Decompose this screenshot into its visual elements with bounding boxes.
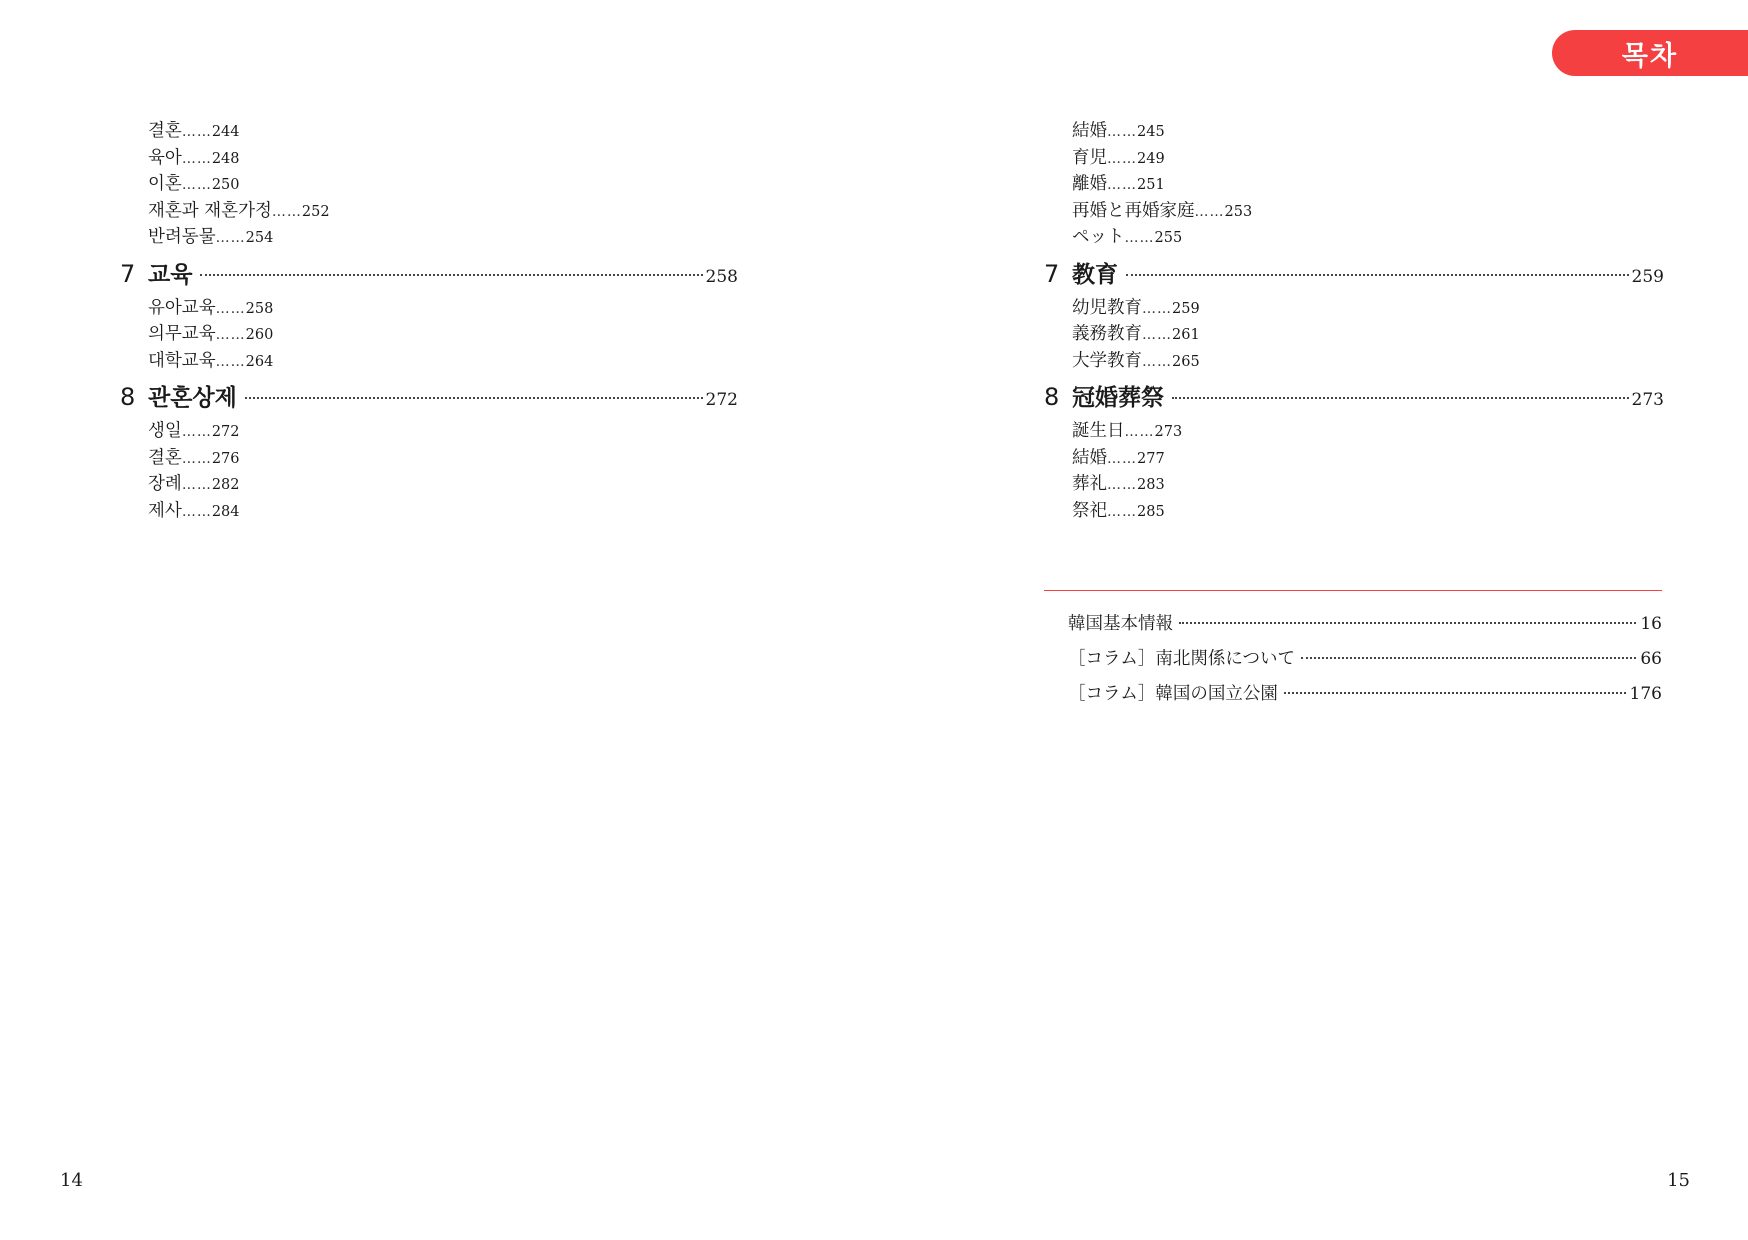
page-number-left: 14 bbox=[60, 1170, 83, 1191]
toc-sub-item-label: 유아교육 bbox=[148, 297, 216, 318]
toc-sub-item[interactable] bbox=[1044, 471, 1664, 498]
toc-sub-item[interactable] bbox=[120, 198, 738, 225]
toc-sub-item[interactable] bbox=[120, 321, 738, 348]
toc-sub-item-page: 252 bbox=[301, 203, 330, 220]
chapter-number: 7 bbox=[120, 259, 136, 288]
toc-sub-item-label: 離婚 bbox=[1072, 174, 1107, 194]
appendix-item-title: ［コラム］韓国の国立公園 bbox=[1068, 684, 1278, 704]
toc-sub-item-label: 育児 bbox=[1072, 147, 1107, 168]
dot-leader: …… bbox=[181, 124, 212, 140]
appendix-item[interactable] bbox=[1068, 677, 1662, 712]
toc-sub-item-page: 253 bbox=[1224, 203, 1253, 220]
toc-sub-item-label: 大学教育 bbox=[1072, 350, 1142, 371]
dot-leader: …… bbox=[1107, 150, 1137, 167]
dot-leader: …… bbox=[1142, 327, 1172, 343]
toc-chapter-8[interactable] bbox=[120, 376, 738, 418]
toc-sub-item-label: 결혼 bbox=[148, 121, 182, 141]
chapter-title: 冠婚葬祭 bbox=[1072, 385, 1164, 411]
appendix-item-page: 16 bbox=[1640, 614, 1662, 634]
toc-japanese bbox=[1044, 118, 1664, 524]
right-page bbox=[874, 0, 1748, 1240]
dot-leader: …… bbox=[1107, 177, 1137, 193]
dot-leader: …… bbox=[215, 353, 246, 370]
toc-sub-item-page: 255 bbox=[1154, 230, 1183, 246]
dot-leader: …… bbox=[181, 450, 212, 467]
toc-sub-item-page: 264 bbox=[245, 353, 274, 370]
dot-leader: …… bbox=[181, 150, 212, 167]
toc-sub-item[interactable] bbox=[1044, 224, 1664, 251]
toc-sub-item[interactable] bbox=[1044, 445, 1664, 472]
chapter-number: 8 bbox=[120, 383, 136, 411]
toc-chapter-7[interactable] bbox=[120, 253, 738, 295]
toc-sub-item-page: 260 bbox=[245, 327, 274, 343]
dot-leader: …… bbox=[1107, 124, 1137, 140]
page-number-right: 15 bbox=[1667, 1170, 1690, 1191]
toc-sub-item-label: 의무교육 bbox=[148, 324, 216, 344]
toc-sub-item[interactable] bbox=[1044, 145, 1664, 172]
dot-leader bbox=[1301, 657, 1636, 659]
toc-sub-item[interactable] bbox=[1044, 348, 1664, 375]
toc-sub-item-page: 261 bbox=[1172, 327, 1200, 343]
dot-leader: …… bbox=[215, 300, 246, 317]
chapter-page: 258 bbox=[705, 266, 738, 287]
toc-sub-item-page: 272 bbox=[211, 424, 240, 440]
toc-chapter-7[interactable] bbox=[1044, 253, 1664, 295]
toc-sub-item-label: 육아 bbox=[148, 147, 182, 168]
appendix-list bbox=[1068, 607, 1662, 712]
toc-sub-item-page: 244 bbox=[211, 124, 240, 140]
toc-sub-item-page: 284 bbox=[211, 503, 240, 520]
toc-sub-item-page: 276 bbox=[211, 450, 240, 467]
toc-sub-item-page: 245 bbox=[1137, 124, 1165, 140]
appendix-item-title: 韓国基本情報 bbox=[1068, 614, 1173, 634]
appendix-item-page: 66 bbox=[1640, 649, 1662, 669]
toc-sub-item-label: 幼児教育 bbox=[1072, 297, 1142, 318]
toc-sub-item-label: 再婚と再婚家庭 bbox=[1072, 200, 1195, 221]
toc-sub-item[interactable] bbox=[120, 118, 738, 145]
toc-korean bbox=[120, 118, 738, 524]
toc-sub-item[interactable] bbox=[1044, 418, 1664, 445]
toc-sub-item-label: 誕生日 bbox=[1072, 421, 1125, 441]
chapter-page: 259 bbox=[1631, 266, 1664, 287]
chapter-number: 8 bbox=[1044, 383, 1060, 411]
toc-sub-item[interactable] bbox=[1044, 118, 1664, 145]
toc-sub-item-label: 이혼 bbox=[148, 174, 182, 194]
toc-sub-item-page: 248 bbox=[211, 150, 240, 167]
toc-sub-item[interactable] bbox=[120, 418, 738, 445]
toc-sub-item-page: 258 bbox=[245, 300, 274, 317]
toc-sub-item-page: 249 bbox=[1137, 150, 1165, 167]
toc-sub-item-label: 제사 bbox=[148, 500, 182, 521]
toc-sub-item[interactable] bbox=[120, 471, 738, 498]
dot-leader: …… bbox=[181, 477, 212, 493]
toc-sub-item-page: 277 bbox=[1137, 450, 1165, 467]
chapter-page: 273 bbox=[1631, 390, 1664, 410]
toc-sub-item-label: 대학교육 bbox=[148, 350, 216, 371]
toc-sub-item-label: 結婚 bbox=[1072, 121, 1107, 141]
toc-sub-item-label: 祭祀 bbox=[1072, 500, 1107, 521]
dot-leader bbox=[1172, 397, 1629, 399]
chapter-title: 관혼상제 bbox=[148, 385, 237, 411]
dot-leader: …… bbox=[1107, 503, 1137, 520]
chapter-title: 교육 bbox=[148, 261, 193, 288]
dot-leader bbox=[245, 397, 703, 399]
toc-sub-item-page: 250 bbox=[211, 177, 240, 193]
dot-leader bbox=[1284, 692, 1626, 694]
toc-sub-item[interactable] bbox=[120, 224, 738, 251]
dot-leader: …… bbox=[1124, 424, 1155, 440]
dot-leader: …… bbox=[215, 327, 246, 343]
toc-sub-item-label: ペット bbox=[1072, 227, 1125, 247]
appendix-item-page: 176 bbox=[1629, 684, 1662, 704]
appendix-item[interactable] bbox=[1068, 642, 1662, 677]
dot-leader bbox=[200, 274, 702, 276]
toc-sub-item-page: 285 bbox=[1137, 503, 1165, 520]
dot-leader: …… bbox=[1142, 300, 1172, 317]
toc-sub-item[interactable] bbox=[1044, 198, 1664, 225]
toc-sub-item-label: 결혼 bbox=[148, 447, 182, 468]
dot-leader: …… bbox=[1124, 230, 1155, 246]
toc-sub-item-page: 265 bbox=[1172, 353, 1200, 370]
toc-chapter-8[interactable] bbox=[1044, 376, 1664, 418]
toc-sub-item-label: 葬礼 bbox=[1072, 474, 1107, 494]
dot-leader bbox=[1179, 622, 1636, 624]
toc-tab: 목차 bbox=[1552, 30, 1748, 76]
toc-sub-item-page: 251 bbox=[1137, 177, 1165, 193]
toc-sub-item[interactable] bbox=[1044, 498, 1664, 525]
toc-sub-item[interactable] bbox=[120, 145, 738, 172]
toc-sub-item[interactable] bbox=[120, 498, 738, 525]
toc-sub-item-label: 반려동물 bbox=[148, 227, 216, 247]
toc-sub-item[interactable] bbox=[1044, 295, 1664, 322]
appendix-item-title: ［コラム］南北関係について bbox=[1068, 649, 1295, 669]
toc-sub-item[interactable] bbox=[1044, 171, 1664, 198]
toc-sub-item[interactable] bbox=[120, 295, 738, 322]
dot-leader: …… bbox=[181, 503, 212, 520]
toc-sub-item[interactable] bbox=[120, 348, 738, 375]
toc-sub-item-label: 생일 bbox=[148, 421, 182, 441]
toc-sub-item-label: 結婚 bbox=[1072, 447, 1107, 468]
toc-sub-item-label: 재혼과 재혼가정 bbox=[148, 200, 272, 221]
dot-leader: …… bbox=[215, 230, 246, 246]
toc-sub-item-page: 259 bbox=[1172, 300, 1200, 317]
dot-leader: …… bbox=[181, 177, 212, 193]
toc-sub-item[interactable] bbox=[120, 171, 738, 198]
dot-leader: …… bbox=[1194, 203, 1225, 220]
toc-sub-item-page: 273 bbox=[1154, 424, 1183, 440]
dot-leader: …… bbox=[1142, 353, 1172, 370]
dot-leader: …… bbox=[1107, 477, 1137, 493]
toc-sub-item-label: 장례 bbox=[148, 474, 182, 494]
chapter-title: 教育 bbox=[1072, 261, 1118, 288]
toc-sub-item-label: 義務教育 bbox=[1072, 324, 1142, 344]
chapter-page: 272 bbox=[705, 390, 738, 410]
appendix-item[interactable] bbox=[1068, 607, 1662, 642]
toc-sub-item-page: 254 bbox=[245, 230, 274, 246]
toc-sub-item[interactable] bbox=[1044, 321, 1664, 348]
dot-leader: …… bbox=[181, 424, 212, 440]
appendix-divider bbox=[1044, 590, 1662, 591]
chapter-number: 7 bbox=[1044, 259, 1060, 288]
dot-leader: …… bbox=[271, 203, 302, 220]
toc-sub-item-page: 282 bbox=[211, 477, 240, 493]
dot-leader bbox=[1126, 274, 1629, 276]
dot-leader: …… bbox=[1107, 450, 1137, 467]
toc-sub-item-page: 283 bbox=[1137, 477, 1165, 493]
toc-sub-item[interactable] bbox=[120, 445, 738, 472]
